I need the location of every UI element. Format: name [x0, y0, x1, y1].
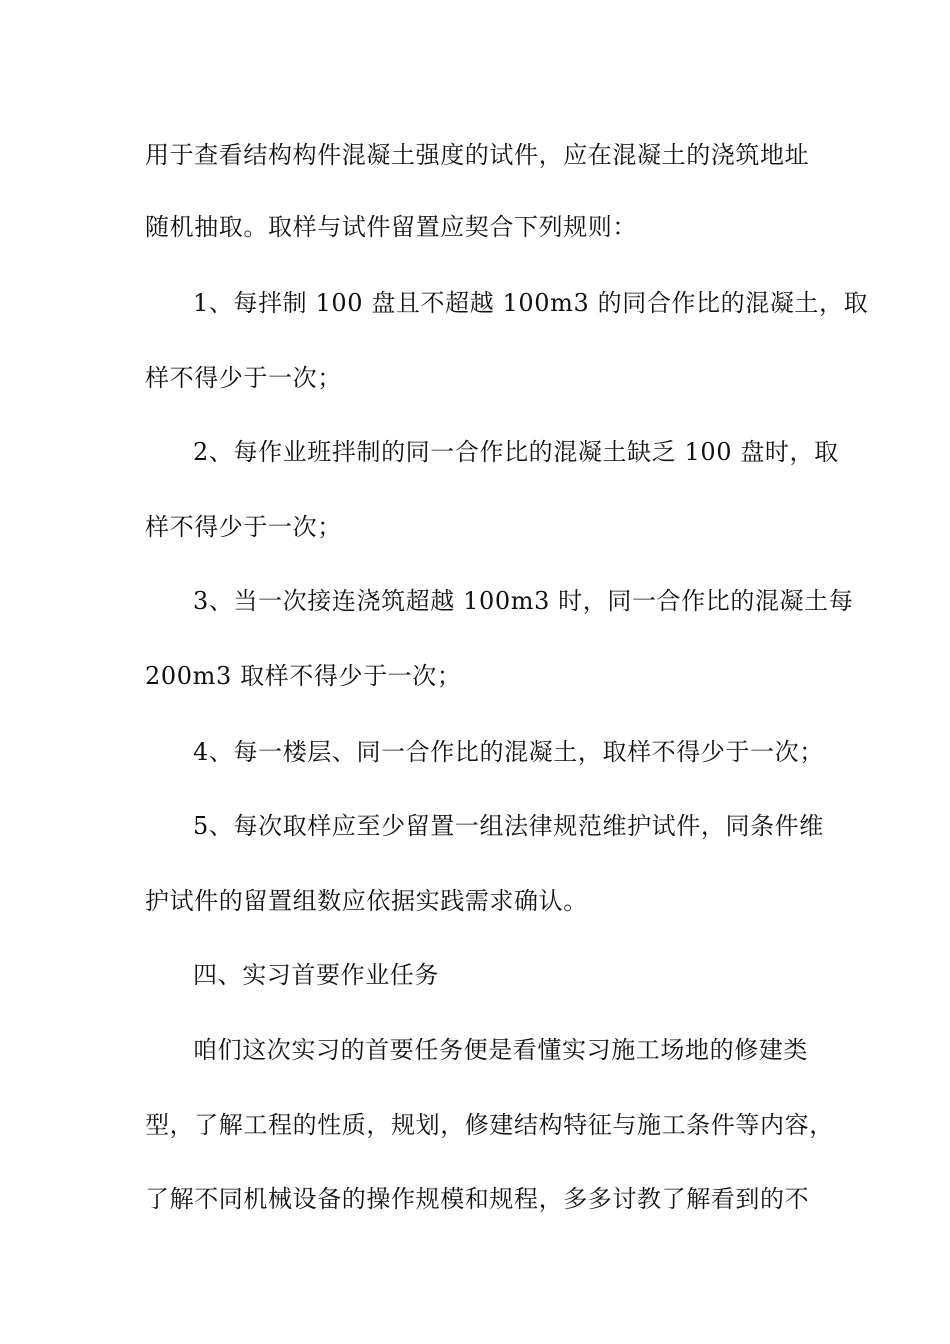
list-item-1-line: 1、每拌制 100 盘且不超越 100m3 的同合作比的混凝土，取	[193, 289, 869, 317]
list-item-2-line: 样不得少于一次；	[145, 513, 342, 541]
section-heading: 四、实习首要作业任务	[193, 961, 439, 989]
list-item-5-line: 5、每次取样应至少留置一组法律规范维护试件，同条件维	[193, 812, 824, 840]
list-item-4-line: 4、每一楼层、同一合作比的混凝土，取样不得少于一次；	[193, 738, 824, 766]
list-item-1-line: 样不得少于一次；	[145, 364, 342, 392]
list-item-2-line: 2、每作业班拌制的同一合作比的混凝土缺乏 100 盘时，取	[193, 438, 839, 466]
paragraph-line: 了解不同机械设备的操作规模和规程，多多讨教了解看到的不	[145, 1185, 810, 1213]
paragraph-line: 随机抽取。取样与试件留置应契合下列规则：	[145, 213, 637, 241]
paragraph-line: 用于查看结构构件混凝土强度的试件，应在混凝土的浇筑地址	[145, 141, 810, 169]
paragraph-line: 型，了解工程的性质，规划，修建结构特征与施工条件等内容，	[145, 1111, 834, 1139]
list-item-5-line: 护试件的留置组数应依据实践需求确认。	[145, 887, 588, 915]
paragraph-line: 咱们这次实习的首要任务便是看懂实习施工场地的修建类	[193, 1036, 808, 1064]
list-item-3-line: 3、当一次接连浇筑超越 100m3 时，同一合作比的混凝土每	[193, 587, 854, 615]
list-item-3-line: 200m3 取样不得少于一次；	[145, 662, 462, 690]
